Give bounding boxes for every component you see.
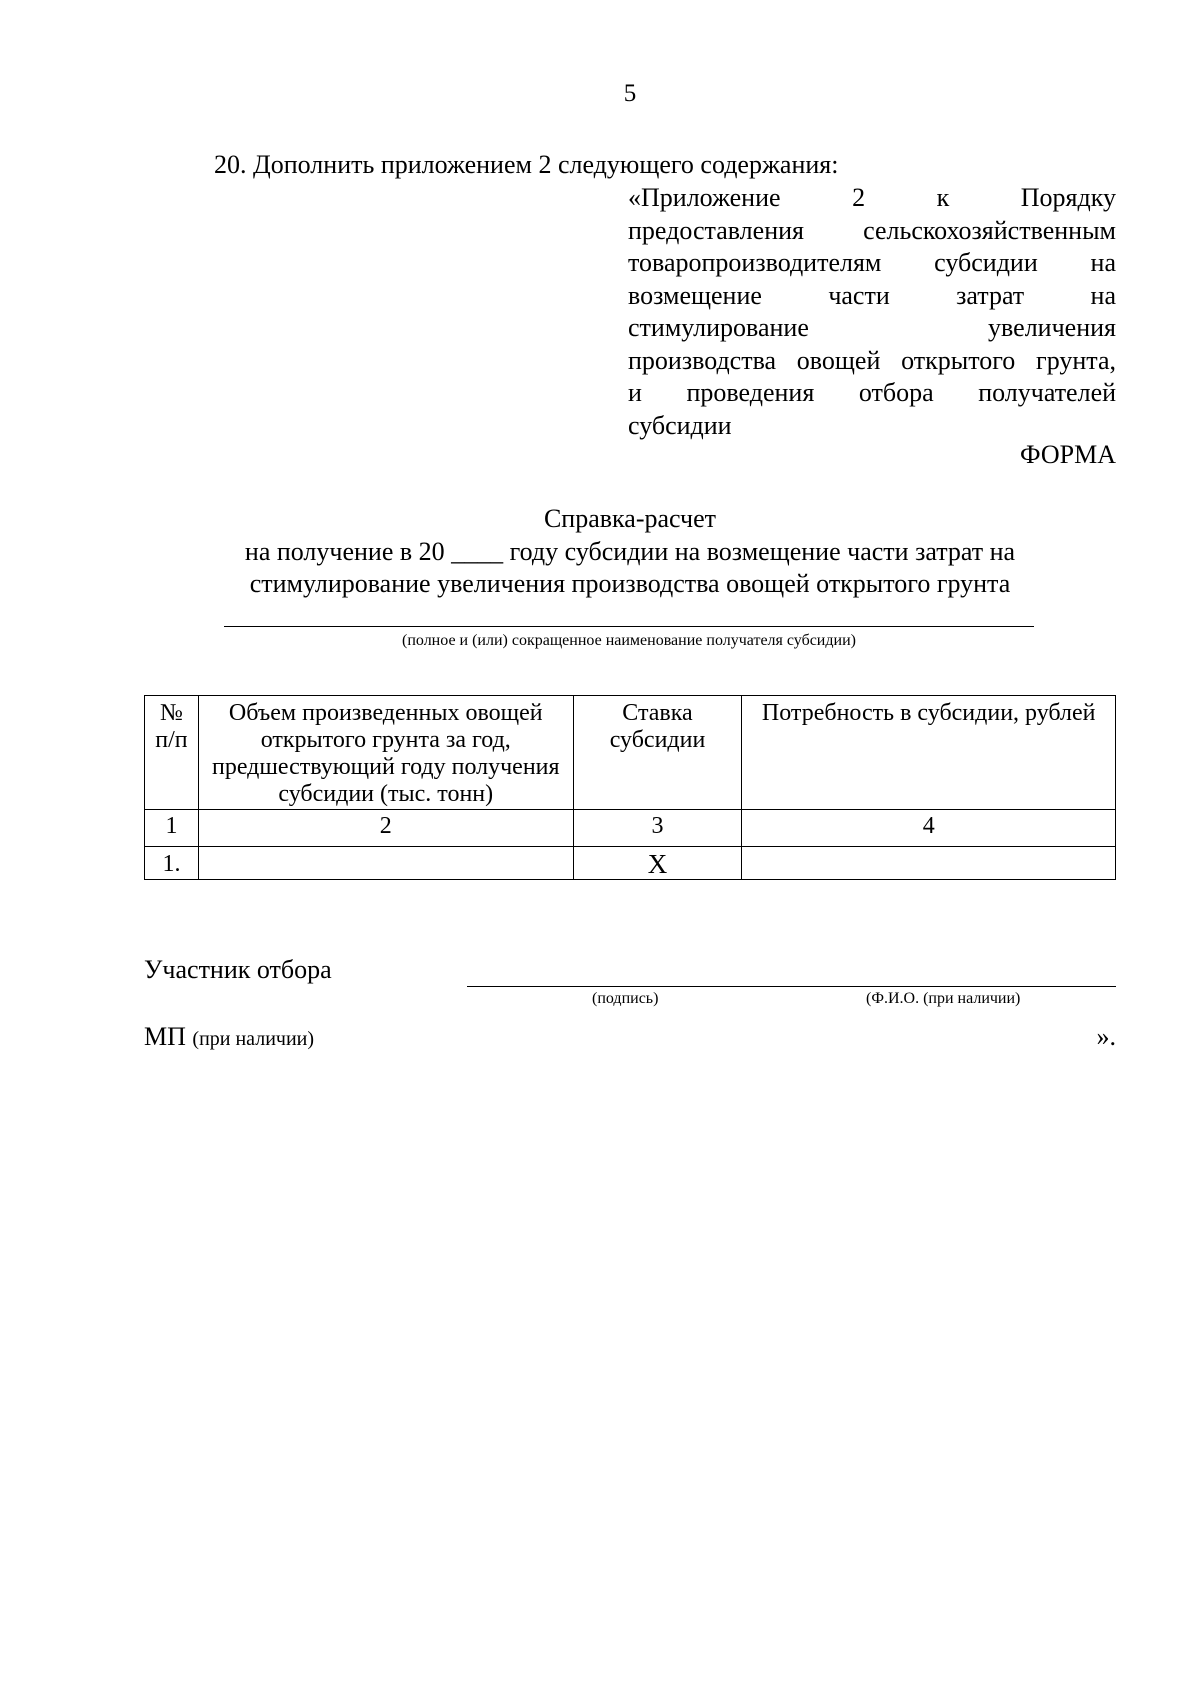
calculation-table [144, 695, 1116, 880]
annex-line: товаропроизводителям субсидии на [628, 248, 1116, 277]
annex-line: субсидии [628, 410, 732, 440]
signature-hint: (подпись) [592, 990, 659, 1007]
column-number-cell: 2 [198, 810, 573, 847]
annex-line: возмещение части затрат на [628, 280, 1117, 310]
column-number-row [145, 810, 1116, 847]
need-input-cell[interactable] [742, 847, 1116, 880]
stamp-place-label [144, 1022, 314, 1052]
annex-line: стимулирование увеличения [628, 313, 1116, 342]
header-cell-volume: Объем произведенных овощей открытого грунта за год, предшествующий году получения субсидии (тыс. тонн) [198, 696, 573, 810]
stamp-label: МП [144, 1022, 186, 1051]
column-number-cell: 3 [573, 810, 742, 847]
item-heading: 20. Дополнить приложением 2 следующего содержания: [214, 150, 839, 179]
annex-reference [628, 182, 1116, 442]
fio-hint: (Ф.И.О. (при наличии) [866, 990, 1021, 1007]
column-number-cell: 1 [145, 810, 199, 847]
annex-line: и проведения отбора получателей [628, 378, 1117, 407]
recipient-name-field[interactable] [224, 626, 1034, 627]
annex-line: производства овощей открытого грунта, [628, 345, 1116, 375]
form-label: ФОРМА [1020, 440, 1116, 469]
page-number: 5 [623, 80, 637, 107]
header-cell-number: № п/п [145, 696, 199, 810]
subtitle-line: стимулирование увеличения производства овощей открытого грунта [249, 569, 1011, 598]
recipient-hint: (полное и (или) сокращенное наименование получателя субсидии) [402, 632, 856, 649]
header-cell-need: Потребность в субсидии, рублей [742, 696, 1116, 810]
closing-quote: ». [1096, 1022, 1116, 1051]
signature-field[interactable] [467, 986, 1116, 987]
subtitle-line: на получение в 20 ____ году субсидии на возмещение части затрат на [244, 537, 1016, 566]
header-cell-rate: Ставка субсидии [573, 696, 742, 810]
stamp-note: (при наличии) [192, 1028, 315, 1050]
annex-line: предоставления сельскохозяйственным [628, 215, 1116, 245]
table-row [145, 847, 1116, 880]
row-number-cell: 1. [145, 847, 199, 880]
volume-input-cell[interactable] [198, 847, 573, 880]
table-header-row [145, 696, 1116, 810]
rate-cell: Х [573, 847, 742, 880]
document-subtitle [0, 536, 1200, 600]
participant-label: Участник отбора [144, 955, 332, 984]
document-title: Справка-расчет [543, 504, 717, 533]
annex-line: «Приложение 2 к Порядку [628, 183, 1117, 212]
column-number-cell: 4 [742, 810, 1116, 847]
